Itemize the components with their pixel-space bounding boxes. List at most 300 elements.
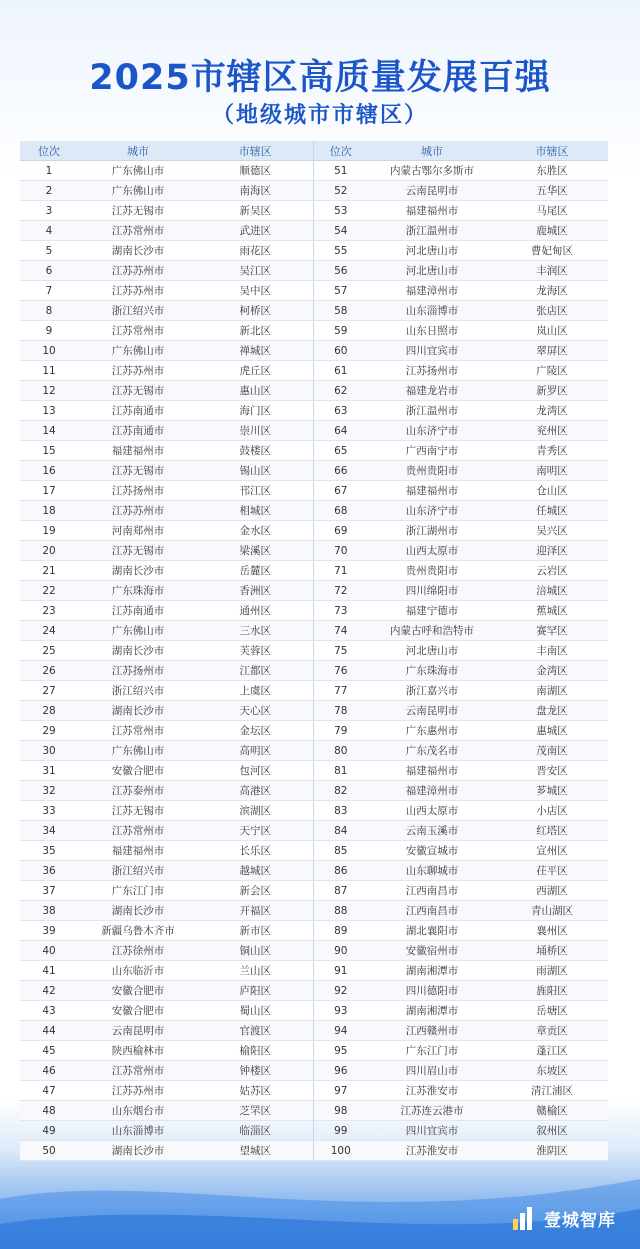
district-cell: 虎丘区 <box>198 361 313 381</box>
city-cell: 江苏扬州市 <box>78 481 198 501</box>
rank-cell: 31 <box>20 761 78 781</box>
rank-cell: 28 <box>20 701 78 721</box>
city-cell: 安徽宿州市 <box>368 941 496 961</box>
rank-cell: 78 <box>313 701 368 721</box>
rank-cell: 17 <box>20 481 78 501</box>
district-cell: 新市区 <box>198 921 313 941</box>
city-cell: 广东佛山市 <box>78 621 198 641</box>
district-cell: 盘龙区 <box>496 701 608 721</box>
rank-cell: 50 <box>20 1141 78 1161</box>
rank-cell: 14 <box>20 421 78 441</box>
city-cell: 广东茂名市 <box>368 741 496 761</box>
rank-cell: 48 <box>20 1101 78 1121</box>
table-row <box>20 881 608 901</box>
city-cell: 江苏徐州市 <box>78 941 198 961</box>
city-cell: 云南昆明市 <box>368 701 496 721</box>
table-row <box>20 341 608 361</box>
city-cell: 湖南长沙市 <box>78 641 198 661</box>
table-row <box>20 481 608 501</box>
table-row <box>20 1061 608 1081</box>
table-row <box>20 161 608 181</box>
district-cell: 金湾区 <box>496 661 608 681</box>
district-cell: 庐阳区 <box>198 981 313 1001</box>
table-row <box>20 801 608 821</box>
rank-cell: 46 <box>20 1061 78 1081</box>
building-bars-icon <box>512 1205 536 1231</box>
district-cell: 岳麓区 <box>198 561 313 581</box>
city-cell: 广东佛山市 <box>78 161 198 181</box>
table-row <box>20 261 608 281</box>
district-cell: 五华区 <box>496 181 608 201</box>
table-row <box>20 181 608 201</box>
city-cell: 湖南长沙市 <box>78 701 198 721</box>
district-cell: 上虞区 <box>198 681 313 701</box>
city-cell: 山东淄博市 <box>368 301 496 321</box>
city-cell: 福建福州市 <box>78 841 198 861</box>
city-cell: 湖南长沙市 <box>78 561 198 581</box>
district-cell: 望城区 <box>198 1141 313 1161</box>
table-row <box>20 721 608 741</box>
district-cell: 茌平区 <box>496 861 608 881</box>
rank-cell: 80 <box>313 741 368 761</box>
district-cell: 翠屏区 <box>496 341 608 361</box>
rank-cell: 37 <box>20 881 78 901</box>
district-cell: 淮阴区 <box>496 1141 608 1161</box>
table-header-row <box>20 141 608 161</box>
rank-cell: 4 <box>20 221 78 241</box>
rank-cell: 32 <box>20 781 78 801</box>
district-cell: 新罗区 <box>496 381 608 401</box>
district-cell: 青秀区 <box>496 441 608 461</box>
city-cell: 河北唐山市 <box>368 261 496 281</box>
city-cell: 福建福州市 <box>78 441 198 461</box>
city-cell: 四川宜宾市 <box>368 1121 496 1141</box>
table-row <box>20 981 608 1001</box>
district-cell: 埇桥区 <box>496 941 608 961</box>
rank-cell: 12 <box>20 381 78 401</box>
city-cell: 浙江湖州市 <box>368 521 496 541</box>
table-row <box>20 961 608 981</box>
district-cell: 丰润区 <box>496 261 608 281</box>
rank-cell: 79 <box>313 721 368 741</box>
table-row <box>20 1021 608 1041</box>
city-cell: 江苏常州市 <box>78 821 198 841</box>
table-row <box>20 661 608 681</box>
district-cell: 新会区 <box>198 881 313 901</box>
district-cell: 蕉城区 <box>496 601 608 621</box>
district-cell: 东胜区 <box>496 161 608 181</box>
rank-cell: 59 <box>313 321 368 341</box>
district-cell: 晋安区 <box>496 761 608 781</box>
district-cell: 惠山区 <box>198 381 313 401</box>
city-cell: 江苏苏州市 <box>78 501 198 521</box>
city-cell: 福建漳州市 <box>368 281 496 301</box>
table-row <box>20 781 608 801</box>
rank-cell: 56 <box>313 261 368 281</box>
rank-cell: 5 <box>20 241 78 261</box>
rank-cell: 89 <box>313 921 368 941</box>
rank-cell: 39 <box>20 921 78 941</box>
rank-cell: 25 <box>20 641 78 661</box>
city-cell: 湖南长沙市 <box>78 901 198 921</box>
district-cell: 金水区 <box>198 521 313 541</box>
city-cell: 安徽合肥市 <box>78 761 198 781</box>
city-cell: 江苏淮安市 <box>368 1081 496 1101</box>
city-cell: 山西太原市 <box>368 801 496 821</box>
table-row <box>20 621 608 641</box>
city-cell: 浙江绍兴市 <box>78 681 198 701</box>
city-cell: 广东珠海市 <box>78 581 198 601</box>
district-cell: 吴中区 <box>198 281 313 301</box>
city-cell: 安徽宣城市 <box>368 841 496 861</box>
district-cell: 梁溪区 <box>198 541 313 561</box>
table-row <box>20 461 608 481</box>
district-cell: 雨花区 <box>198 241 313 261</box>
city-cell: 山西太原市 <box>368 541 496 561</box>
district-cell: 滨湖区 <box>198 801 313 821</box>
city-cell: 湖南长沙市 <box>78 241 198 261</box>
city-cell: 江苏泰州市 <box>78 781 198 801</box>
district-cell: 锡山区 <box>198 461 313 481</box>
city-cell: 山东济宁市 <box>368 421 496 441</box>
rank-cell: 92 <box>313 981 368 1001</box>
city-cell: 浙江温州市 <box>368 401 496 421</box>
district-cell: 邗江区 <box>198 481 313 501</box>
rank-cell: 7 <box>20 281 78 301</box>
rank-cell: 61 <box>313 361 368 381</box>
city-cell: 陕西榆林市 <box>78 1041 198 1061</box>
rank-cell: 57 <box>313 281 368 301</box>
table-row <box>20 241 608 261</box>
rank-cell: 54 <box>313 221 368 241</box>
city-cell: 山东淄博市 <box>78 1121 198 1141</box>
district-cell: 鼓楼区 <box>198 441 313 461</box>
rank-cell: 21 <box>20 561 78 581</box>
rank-cell: 68 <box>313 501 368 521</box>
table-row <box>20 521 608 541</box>
footer-brand <box>512 1205 616 1231</box>
district-cell: 兖州区 <box>496 421 608 441</box>
district-cell: 铜山区 <box>198 941 313 961</box>
rank-cell: 55 <box>313 241 368 261</box>
district-cell: 海门区 <box>198 401 313 421</box>
rank-cell: 72 <box>313 581 368 601</box>
city-cell: 山东临沂市 <box>78 961 198 981</box>
city-cell: 湖南长沙市 <box>78 1141 198 1161</box>
rank-cell: 38 <box>20 901 78 921</box>
district-cell: 仓山区 <box>496 481 608 501</box>
city-cell: 江苏苏州市 <box>78 1081 198 1101</box>
rank-cell: 1 <box>20 161 78 181</box>
table-row <box>20 1041 608 1061</box>
city-cell: 江苏连云港市 <box>368 1101 496 1121</box>
rank-cell: 6 <box>20 261 78 281</box>
header-rank-2: 位次 <box>313 141 368 161</box>
table-row <box>20 601 608 621</box>
district-cell: 芙蓉区 <box>198 641 313 661</box>
city-cell: 云南昆明市 <box>78 1021 198 1041</box>
district-cell: 吴江区 <box>198 261 313 281</box>
rank-cell: 36 <box>20 861 78 881</box>
city-cell: 江苏常州市 <box>78 321 198 341</box>
city-cell: 湖南湘潭市 <box>368 1001 496 1021</box>
city-cell: 江苏扬州市 <box>368 361 496 381</box>
table-row <box>20 921 608 941</box>
district-cell: 天宁区 <box>198 821 313 841</box>
district-cell: 柯桥区 <box>198 301 313 321</box>
city-cell: 江苏苏州市 <box>78 261 198 281</box>
rank-cell: 94 <box>313 1021 368 1041</box>
rank-cell: 9 <box>20 321 78 341</box>
district-cell: 相城区 <box>198 501 313 521</box>
rank-cell: 73 <box>313 601 368 621</box>
table-row <box>20 541 608 561</box>
rank-cell: 23 <box>20 601 78 621</box>
district-cell: 姑苏区 <box>198 1081 313 1101</box>
rank-cell: 58 <box>313 301 368 321</box>
city-cell: 浙江绍兴市 <box>78 861 198 881</box>
district-cell: 曹妃甸区 <box>496 241 608 261</box>
district-cell: 包河区 <box>198 761 313 781</box>
table-row <box>20 441 608 461</box>
district-cell: 龙海区 <box>496 281 608 301</box>
district-cell: 涪城区 <box>496 581 608 601</box>
rank-cell: 69 <box>313 521 368 541</box>
city-cell: 福建福州市 <box>368 481 496 501</box>
city-cell: 广东江门市 <box>368 1041 496 1061</box>
city-cell: 江苏无锡市 <box>78 201 198 221</box>
header-city: 城市 <box>78 141 198 161</box>
city-cell: 贵州贵阳市 <box>368 461 496 481</box>
rank-cell: 24 <box>20 621 78 641</box>
rank-cell: 41 <box>20 961 78 981</box>
district-cell: 雨湖区 <box>496 961 608 981</box>
city-cell: 四川德阳市 <box>368 981 496 1001</box>
city-cell: 河北唐山市 <box>368 241 496 261</box>
district-cell: 兰山区 <box>198 961 313 981</box>
city-cell: 安徽合肥市 <box>78 1001 198 1021</box>
district-cell: 广陵区 <box>496 361 608 381</box>
rank-cell: 97 <box>313 1081 368 1101</box>
rank-cell: 11 <box>20 361 78 381</box>
city-cell: 江西南昌市 <box>368 901 496 921</box>
district-cell: 西湖区 <box>496 881 608 901</box>
rank-cell: 16 <box>20 461 78 481</box>
rank-cell: 86 <box>313 861 368 881</box>
city-cell: 江西赣州市 <box>368 1021 496 1041</box>
table-row <box>20 1121 608 1141</box>
district-cell: 云岩区 <box>496 561 608 581</box>
city-cell: 江苏南通市 <box>78 421 198 441</box>
rank-cell: 91 <box>313 961 368 981</box>
city-cell: 湖北襄阳市 <box>368 921 496 941</box>
district-cell: 鹿城区 <box>496 221 608 241</box>
district-cell: 高港区 <box>198 781 313 801</box>
rank-cell: 47 <box>20 1081 78 1101</box>
rank-cell: 81 <box>313 761 368 781</box>
city-cell: 福建福州市 <box>368 201 496 221</box>
district-cell: 青山湖区 <box>496 901 608 921</box>
district-cell: 吴兴区 <box>496 521 608 541</box>
rank-cell: 85 <box>313 841 368 861</box>
header-district: 市辖区 <box>198 141 313 161</box>
city-cell: 山东日照市 <box>368 321 496 341</box>
table-row <box>20 861 608 881</box>
district-cell: 芗城区 <box>496 781 608 801</box>
city-cell: 浙江温州市 <box>368 221 496 241</box>
district-cell: 钟楼区 <box>198 1061 313 1081</box>
rank-cell: 63 <box>313 401 368 421</box>
city-cell: 贵州贵阳市 <box>368 561 496 581</box>
rank-cell: 22 <box>20 581 78 601</box>
district-cell: 芝罘区 <box>198 1101 313 1121</box>
rank-cell: 74 <box>313 621 368 641</box>
table-row <box>20 1001 608 1021</box>
city-cell: 四川宜宾市 <box>368 341 496 361</box>
district-cell: 岳塘区 <box>496 1001 608 1021</box>
city-cell: 江苏苏州市 <box>78 361 198 381</box>
city-cell: 江苏无锡市 <box>78 801 198 821</box>
city-cell: 四川眉山市 <box>368 1061 496 1081</box>
district-cell: 天心区 <box>198 701 313 721</box>
table-row <box>20 361 608 381</box>
rank-cell: 96 <box>313 1061 368 1081</box>
rank-cell: 82 <box>313 781 368 801</box>
rank-cell: 70 <box>313 541 368 561</box>
rank-cell: 44 <box>20 1021 78 1041</box>
city-cell: 江苏无锡市 <box>78 541 198 561</box>
rank-cell: 29 <box>20 721 78 741</box>
district-cell: 南明区 <box>496 461 608 481</box>
rank-cell: 60 <box>313 341 368 361</box>
rank-cell: 49 <box>20 1121 78 1141</box>
table-row <box>20 581 608 601</box>
city-cell: 浙江嘉兴市 <box>368 681 496 701</box>
rank-cell: 90 <box>313 941 368 961</box>
rank-cell: 65 <box>313 441 368 461</box>
city-cell: 内蒙古鄂尔多斯市 <box>368 161 496 181</box>
rank-cell: 42 <box>20 981 78 1001</box>
district-cell: 高明区 <box>198 741 313 761</box>
city-cell: 福建漳州市 <box>368 781 496 801</box>
district-cell: 通州区 <box>198 601 313 621</box>
district-cell: 赛罕区 <box>496 621 608 641</box>
district-cell: 龙湾区 <box>496 401 608 421</box>
table-row <box>20 221 608 241</box>
city-cell: 山东聊城市 <box>368 861 496 881</box>
rank-cell: 100 <box>313 1141 368 1161</box>
city-cell: 安徽合肥市 <box>78 981 198 1001</box>
rank-cell: 35 <box>20 841 78 861</box>
district-cell: 襄州区 <box>496 921 608 941</box>
table-row <box>20 901 608 921</box>
city-cell: 广东惠州市 <box>368 721 496 741</box>
footer-wave-decoration <box>0 1139 640 1249</box>
table-row <box>20 301 608 321</box>
district-cell: 新北区 <box>198 321 313 341</box>
city-cell: 新疆乌鲁木齐市 <box>78 921 198 941</box>
table-row <box>20 321 608 341</box>
city-cell: 江苏常州市 <box>78 221 198 241</box>
header-rank: 位次 <box>20 141 78 161</box>
table-row <box>20 681 608 701</box>
table-row <box>20 1101 608 1121</box>
city-cell: 河南郑州市 <box>78 521 198 541</box>
rank-cell: 87 <box>313 881 368 901</box>
district-cell: 官渡区 <box>198 1021 313 1041</box>
rank-cell: 34 <box>20 821 78 841</box>
district-cell: 三水区 <box>198 621 313 641</box>
rank-cell: 77 <box>313 681 368 701</box>
district-cell: 榆阳区 <box>198 1041 313 1061</box>
district-cell: 金坛区 <box>198 721 313 741</box>
rank-cell: 83 <box>313 801 368 821</box>
district-cell: 南海区 <box>198 181 313 201</box>
city-cell: 江苏无锡市 <box>78 461 198 481</box>
table-row <box>20 501 608 521</box>
city-cell: 江苏常州市 <box>78 1061 198 1081</box>
rank-cell: 53 <box>313 201 368 221</box>
district-cell: 茂南区 <box>496 741 608 761</box>
rank-cell: 13 <box>20 401 78 421</box>
page-subtitle: （地级城市市辖区） <box>211 103 428 128</box>
brand-name: 壹城智库 <box>544 1210 616 1231</box>
rank-cell: 20 <box>20 541 78 561</box>
table-row <box>20 641 608 661</box>
rank-cell: 3 <box>20 201 78 221</box>
rank-cell: 75 <box>313 641 368 661</box>
district-cell: 顺德区 <box>198 161 313 181</box>
city-cell: 福建龙岩市 <box>368 381 496 401</box>
district-cell: 迎泽区 <box>496 541 608 561</box>
district-cell: 南湖区 <box>496 681 608 701</box>
district-cell: 任城区 <box>496 501 608 521</box>
district-cell: 江都区 <box>198 661 313 681</box>
rank-cell: 19 <box>20 521 78 541</box>
city-cell: 山东烟台市 <box>78 1101 198 1121</box>
district-cell: 崇川区 <box>198 421 313 441</box>
district-cell: 清江浦区 <box>496 1081 608 1101</box>
city-cell: 云南玉溪市 <box>368 821 496 841</box>
table-row <box>20 561 608 581</box>
table-row <box>20 741 608 761</box>
city-cell: 广东江门市 <box>78 881 198 901</box>
table-row <box>20 941 608 961</box>
city-cell: 河北唐山市 <box>368 641 496 661</box>
city-cell: 江西南昌市 <box>368 881 496 901</box>
rank-cell: 18 <box>20 501 78 521</box>
rank-cell: 10 <box>20 341 78 361</box>
district-cell: 长乐区 <box>198 841 313 861</box>
district-cell: 小店区 <box>496 801 608 821</box>
city-cell: 四川绵阳市 <box>368 581 496 601</box>
district-cell: 东坡区 <box>496 1061 608 1081</box>
table-row <box>20 421 608 441</box>
rank-cell: 84 <box>313 821 368 841</box>
district-cell: 香洲区 <box>198 581 313 601</box>
rank-cell: 45 <box>20 1041 78 1061</box>
rank-cell: 62 <box>313 381 368 401</box>
city-cell: 江苏南通市 <box>78 401 198 421</box>
city-cell: 江苏苏州市 <box>78 281 198 301</box>
rank-cell: 43 <box>20 1001 78 1021</box>
rank-cell: 64 <box>313 421 368 441</box>
city-cell: 江苏扬州市 <box>78 661 198 681</box>
district-cell: 禅城区 <box>198 341 313 361</box>
rank-cell: 33 <box>20 801 78 821</box>
district-cell: 马尾区 <box>496 201 608 221</box>
district-cell: 叙州区 <box>496 1121 608 1141</box>
